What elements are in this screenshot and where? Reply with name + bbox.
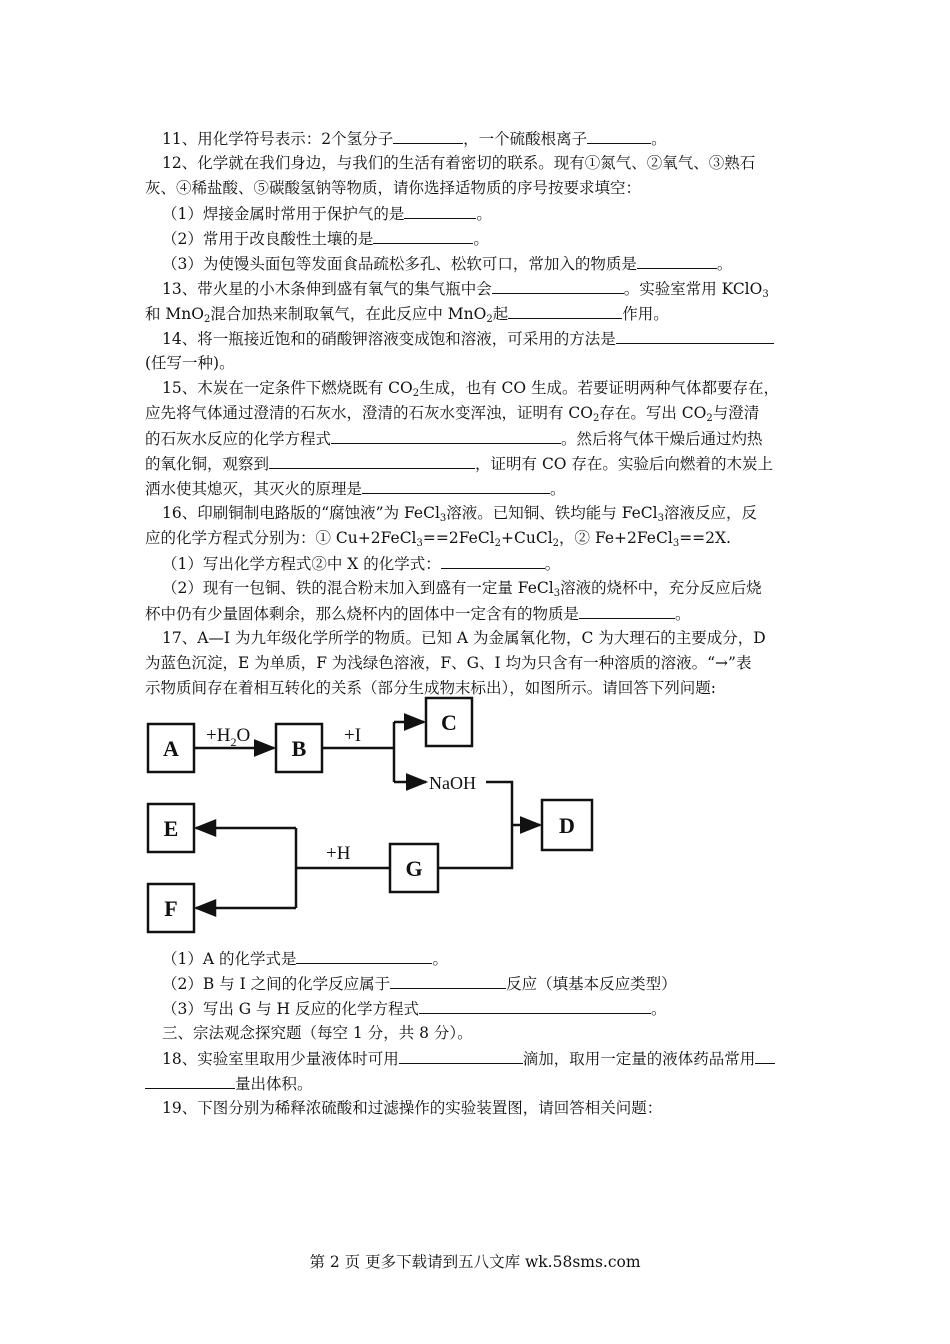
label-d: D [559, 813, 575, 838]
question-17-line3: 示物质间存在着相互转化的关系（部分生成物末标出），如图所示。请回答下列问题: [145, 679, 716, 697]
question-16-part2-line2: 杯中仍有少量固体剩余，那么烧杯内的固体中一定含有的物质是 。 [145, 605, 691, 623]
question-17-line2: 为蓝色沉淀，E 为单质，F 为浅绿色溶液，F、G、I 均为只含有一种溶质的溶液。“→”表 [145, 654, 752, 672]
section-3-heading: 三、宗法观念探究题（每空 1 分，共 8 分）。 [162, 1024, 473, 1042]
label-f: F [164, 896, 178, 921]
question-19: 19、下图分别为稀释浓硫酸和过滤操作的实验装置图，请回答相关问题： [162, 1099, 663, 1117]
question-17-part1: （1）A 的化学式是 。 [162, 950, 448, 968]
answer-blank[interactable] [637, 253, 717, 269]
question-18-line1: 18、实验室里取用少量液体时可用 滴加，取用一定量的液体药品常用 [162, 1048, 775, 1069]
label-b: B [291, 736, 307, 761]
question-12-part2: （2）常用于改良酸性土壤的是 。 [162, 230, 489, 248]
question-15-line1: 15、木炭在一定条件下燃烧既有 $CO_2$生成，也有 CO 生成。若要证明两种气体都要存在， [162, 379, 780, 399]
answer-blank[interactable] [296, 948, 432, 964]
question-15-line3: 的石灰水反应的化学方程式 。然后将气体干燥后通过灼热 [145, 430, 763, 448]
question-13-line1: 13、带火星的小木条伸到盛有氧气的集气瓶中会 。实验室常用 KClO$_3$ [162, 280, 769, 300]
answer-blank[interactable] [393, 128, 463, 144]
label-plus-h2o: $+H_2O$ [206, 725, 251, 749]
question-17-line1: 17、A—I 为九年级化学所学的物质。已知 A 为金属氧化物，C 为大理石的主要成分，D [162, 629, 766, 647]
answer-blank[interactable] [362, 478, 550, 494]
label-g: G [405, 856, 423, 881]
label-plus-h: +H [326, 843, 351, 864]
question-12-line1: 12、化学就在我们身边，与我们的生活有着密切的联系。现有①氮气、②氧气、③熟石 [162, 154, 756, 172]
answer-blank[interactable] [399, 1048, 523, 1064]
page-footer: 第 2 页 更多下载请到五八文库 wk.58sms.com [309, 1253, 641, 1271]
answer-blank[interactable] [492, 278, 624, 294]
label-c: C [441, 710, 457, 735]
answer-blank[interactable] [145, 1073, 235, 1089]
label-plus-i: +I [344, 725, 362, 746]
answer-blank[interactable] [373, 228, 473, 244]
answer-blank[interactable] [587, 128, 651, 144]
label-a: A [163, 736, 179, 761]
question-14-line1: 14、将一瓶接近饱和的硝酸钾溶液变成饱和溶液，可采用的方法是 [162, 328, 774, 349]
answer-blank[interactable] [616, 328, 774, 344]
question-12-part3: （3）为使馒头面包等发面食品疏松多孔、松软可口，常加入的物质是 。 [162, 255, 733, 273]
question-12-part1: （1）焊接金属时常用于保护气的是 。 [162, 205, 492, 223]
answer-blank[interactable] [269, 453, 475, 469]
answer-blank[interactable] [419, 998, 651, 1014]
reaction-flow-diagram [140, 694, 610, 939]
question-11: 11、用化学符号表示：2个氢分子 ，一个硫酸根离子 。 [162, 130, 667, 148]
answer-blank[interactable] [579, 603, 675, 619]
answer-blank[interactable] [441, 553, 545, 569]
question-16-line1: 16、印刷铜制电路版的“腐蚀液”为 FeCl$_3$溶液。已知铜、铁均能与 FeCl$_3$溶液反应，反 [162, 504, 757, 524]
question-17-part3: （3）写出 G 与 H 反应的化学方程式 。 [162, 1000, 667, 1018]
question-15-line4: 的氧化铜，观察到 ，证明有 CO 存在。实验后向燃着的木炭上 [145, 455, 773, 473]
answer-blank[interactable] [508, 303, 622, 319]
question-16-part1: （1）写出化学方程式②中 X 的化学式： 。 [162, 555, 561, 573]
answer-blank[interactable] [755, 1048, 775, 1064]
question-18-line2: 量出体积。 [145, 1073, 313, 1094]
answer-blank[interactable] [390, 973, 506, 989]
question-15-line5: 洒水使其熄灭，其灭火的原理是 。 [145, 480, 566, 498]
line-g-to-d [438, 825, 512, 868]
label-naoh: NaOH [429, 773, 476, 793]
answer-blank[interactable] [331, 428, 561, 444]
question-12-line2: 灰、④稀盐酸、⑤碳酸氢钠等物质，请你选择适物质的序号按要求填空： [145, 179, 642, 197]
answer-blank[interactable] [404, 203, 476, 219]
question-16-line2: 应的化学方程式分别为：① Cu+2FeCl$_3$==2FeCl$_2$+CuCl$_2$，② Fe+2FeCl$_3$==2X. [145, 529, 731, 549]
line-naoh-to-d [486, 782, 512, 825]
question-16-part2: （2）现有一包铜、铁的混合粉末加入到盛有一定量 FeCl$_3$溶液的烧杯中，充分反应后烧 [162, 579, 762, 599]
question-15-line2: 应先将气体通过澄清的石灰水，澄清的石灰水变浑浊，证明有 $CO_2$存在。写出 $CO_2$与澄清 [145, 404, 760, 424]
question-14-line2: (任写一种)。 [145, 354, 235, 372]
label-e: E [163, 816, 179, 841]
question-17-part2: （2）B 与 I 之间的化学反应属于 反应（填基本反应类型） [162, 975, 677, 993]
question-13-line2: 和 MnO$_2$混合加热来制取氧气，在此反应中 MnO$_2$起 作用。 [145, 305, 669, 325]
